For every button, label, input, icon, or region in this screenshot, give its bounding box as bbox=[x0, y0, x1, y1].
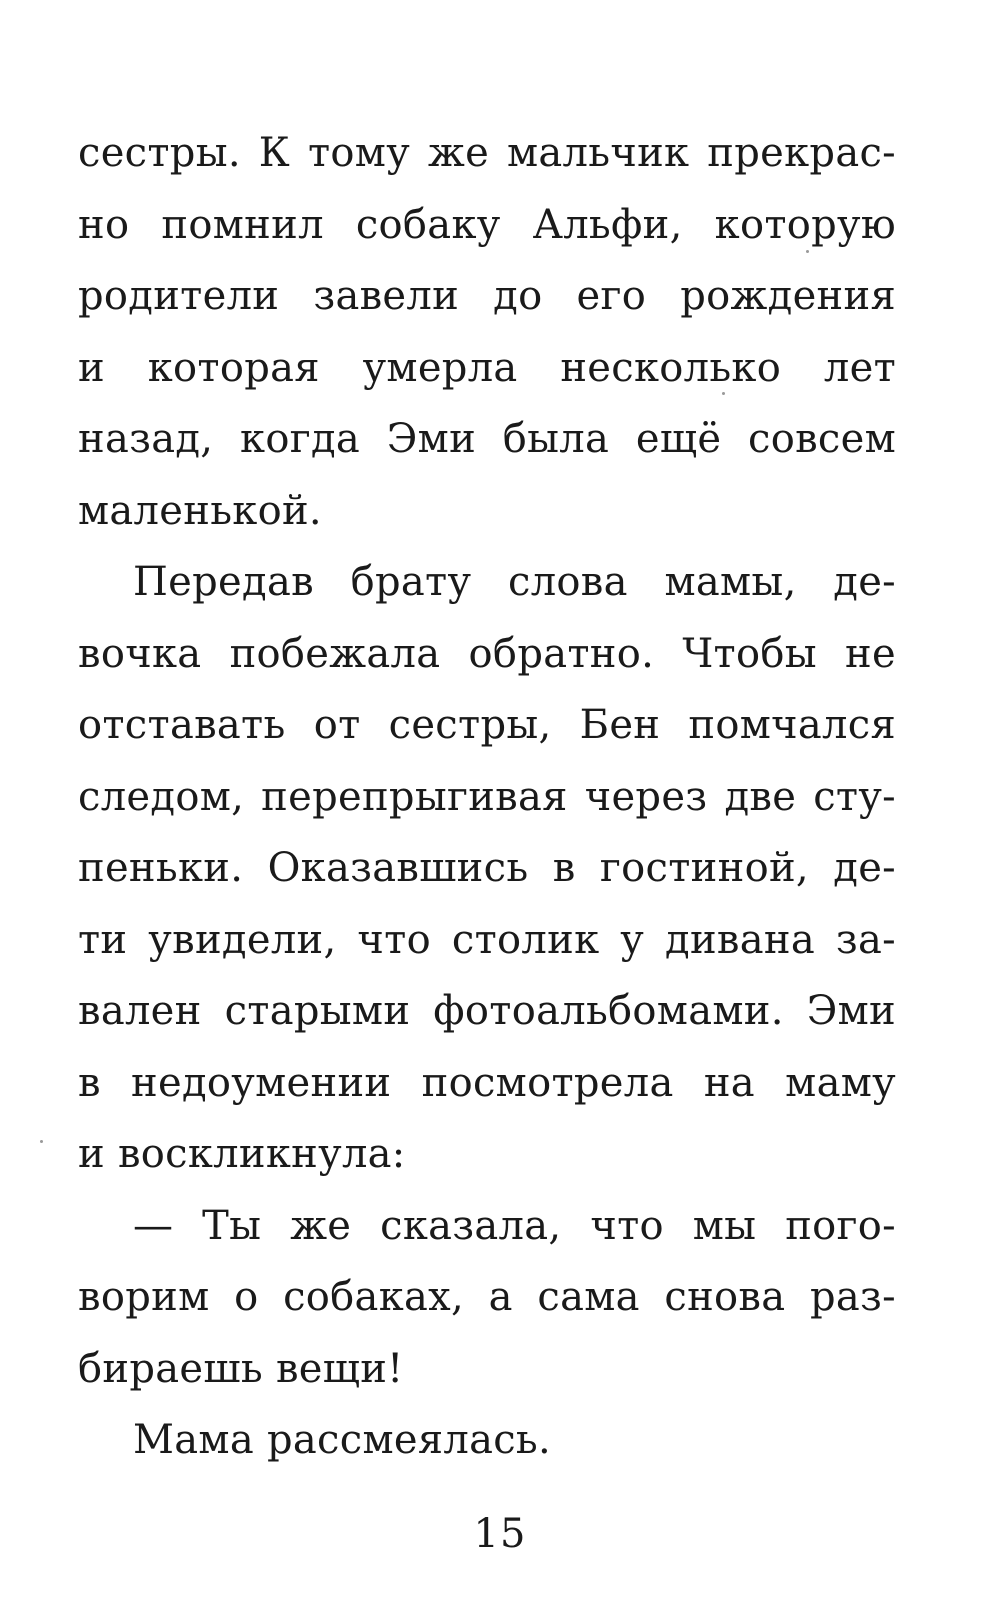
text-line: отставать от сестры, Бен помчался bbox=[78, 702, 896, 748]
paper-speck bbox=[40, 1140, 43, 1143]
text-line: назад, когда Эми была ещё совсем bbox=[78, 416, 896, 462]
text-line: но помнил собаку Альфи, которую bbox=[78, 201, 896, 248]
page-text bbox=[78, 118, 896, 1477]
text-line: вочка побежала обратно. Чтобы не bbox=[78, 630, 896, 677]
text-line: в недоумении посмотрела на маму bbox=[78, 1059, 896, 1106]
text-line: бираешь вещи! bbox=[78, 1345, 404, 1392]
text-line: пеньки. Оказавшись в гостиной, де- bbox=[78, 845, 896, 891]
text-line: маленькой. bbox=[78, 487, 322, 534]
paper-speck bbox=[806, 250, 809, 253]
page-number: 15 bbox=[473, 1511, 527, 1557]
text-line: — Ты же сказала, что мы пого- bbox=[133, 1202, 896, 1249]
paper-speck bbox=[722, 392, 725, 395]
text-line: Передав брату слова мамы, де- bbox=[133, 559, 896, 605]
text-line: Мама рассмеялась. bbox=[133, 1417, 552, 1463]
text-line: и воскликнула: bbox=[78, 1131, 406, 1177]
text-line: сестры. К тому же мальчик прекрас- bbox=[78, 130, 896, 176]
text-line: вален старыми фотоальбомами. Эми bbox=[78, 988, 896, 1034]
text-line: ворим о собаках, а сама снова раз- bbox=[78, 1274, 896, 1320]
text-line: следом, перепрыгивая через две сту- bbox=[78, 773, 896, 820]
text-line: родители завели до его рождения bbox=[78, 273, 896, 319]
text-line: и которая умерла несколько лет bbox=[78, 344, 896, 391]
text-line: ти увидели, что столик у дивана за- bbox=[78, 916, 896, 963]
